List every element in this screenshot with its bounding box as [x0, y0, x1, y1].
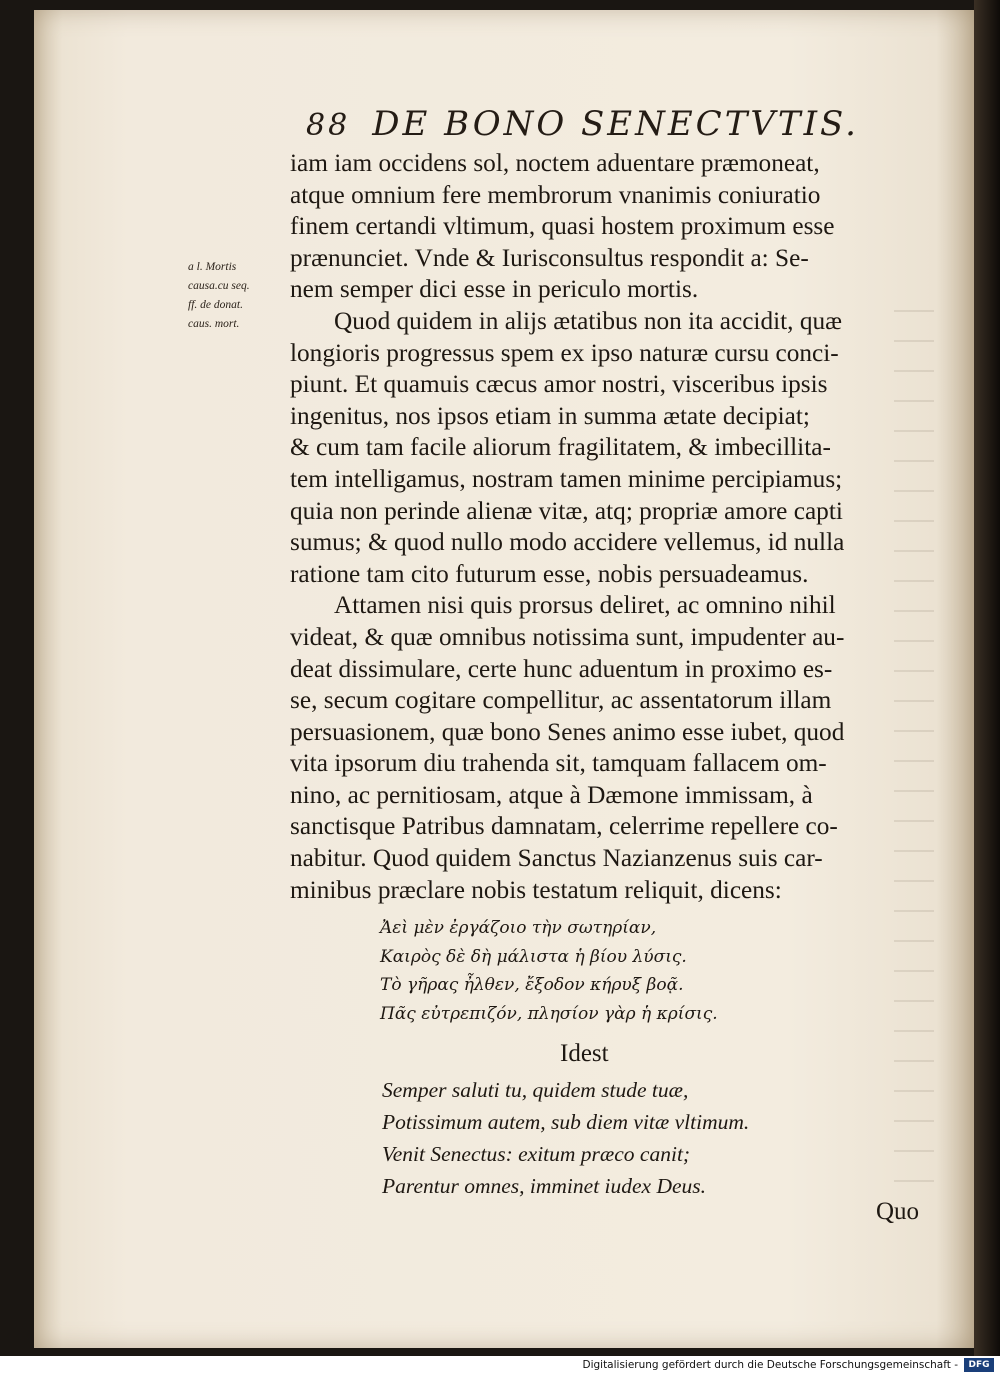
- catchword: Quo: [876, 1198, 920, 1225]
- greek-verse-line: Πᾶς εὐτρεπιζόν, πλησίον γὰρ ἡ κρίσις.: [380, 1003, 718, 1024]
- body-line: tem intelligamus, nostram tamen minime percipiamus;: [290, 464, 843, 493]
- body-line: iam iam occidens sol, noctem aduentare præmoneat,: [290, 149, 820, 177]
- body-line: atque omnium fere membrorum vnanimis coniuratio: [290, 180, 821, 209]
- body-line: & cum tam facile aliorum fragilitatem, & imbecillita-: [290, 433, 831, 462]
- greek-verses: [380, 914, 940, 1028]
- idest-heading: Idest: [560, 1040, 609, 1067]
- margin-note-line: causa.cu seq.: [188, 280, 250, 292]
- body-line: piunt. Et quamuis cæcus amor nostri, visceribus ipsis: [290, 370, 828, 399]
- body-line: ingenitus, nos ipsos etiam in summa ætate decipiat;: [290, 401, 810, 430]
- body-line: minibus præclare nobis testatum reliquit, dicens:: [290, 875, 782, 904]
- dfg-logo: DFG: [964, 1358, 994, 1372]
- body-line: sumus; & quod nullo modo accidere vellemus, id nulla: [290, 528, 845, 557]
- body-line: Attamen nisi quis prorsus deliret, ac omnino nihil: [334, 591, 836, 620]
- body-line: ratione tam cito futurum esse, nobis persuadeamus.: [290, 559, 809, 588]
- body-line: nino, ac pernitiosam, atque à Dæmone immissam, à: [290, 780, 813, 809]
- body-line: videat, & quæ omnibus notissima sunt, impudenter au-: [290, 622, 845, 651]
- body-line: finem certandi vltimum, quasi hostem proximum esse: [290, 212, 835, 241]
- body-line: longioris progressus spem ex ipso naturæ cursu conci-: [290, 338, 839, 367]
- running-head-title: DE BONO SENECTVTIS.: [372, 104, 859, 144]
- margin-note-line: caus. mort.: [188, 318, 240, 330]
- latin-verse-line: Parentur omnes, imminet iudex Deus.: [382, 1174, 707, 1198]
- greek-verse-line: Τὸ γῆρας ἦλθεν, ἔξοδον κήρυξ βοᾷ.: [380, 975, 684, 995]
- footer-credit: Digitalisierung gefördert durch die Deutsche Forschungsgemeinschaft -: [582, 1359, 958, 1371]
- greek-verse-line: Καιρὸς δὲ δὴ μάλιστα ἡ βίου λύσις.: [380, 946, 687, 967]
- body-line: quia non perinde alienæ vitæ, atq; propriæ amore capti: [290, 496, 843, 525]
- margin-note: [188, 258, 288, 334]
- margin-note-line: ff. de donat.: [188, 299, 243, 311]
- greek-verse-line: Ἀεὶ μὲν ἐργάζοιο τὴν σωτηρίαν,: [380, 918, 657, 938]
- body-text: [290, 148, 950, 906]
- body-line: persuasionem, quæ bono Senes animo esse iubet, quod: [290, 717, 845, 746]
- book-spine: [974, 0, 1000, 1356]
- body-line: deat dissimulare, certe hunc aduentum in proximo es-: [290, 654, 833, 683]
- body-line: se, secum cogitare compellitur, ac assentatorum illam: [290, 686, 832, 715]
- body-line: Quod quidem in alijs ætatibus non ita accidit, quæ: [334, 306, 842, 335]
- latin-verses: [382, 1074, 902, 1202]
- footer-bar: [0, 1356, 1000, 1376]
- body-line: nabitur. Quod quidem Sanctus Nazianzenus suis car-: [290, 844, 823, 873]
- running-head: [306, 104, 906, 150]
- page-number: 88: [306, 108, 351, 143]
- margin-note-line: a l. Mortis: [188, 261, 237, 273]
- latin-verse-line: Venit Senectus: exitum præco canit;: [382, 1142, 691, 1166]
- body-line: vita ipsorum diu trahenda sit, tamquam fallacem om-: [290, 749, 827, 778]
- latin-verse-line: Potissimum autem, sub diem vitæ vltimum.: [382, 1110, 750, 1134]
- latin-verse-line: Semper saluti tu, quidem stude tuæ,: [382, 1078, 689, 1102]
- body-line: prænunciet. Vnde & Iurisconsultus respondit a: Se-: [290, 243, 809, 272]
- body-line: sanctisque Patribus damnatam, celerrime repellere co-: [290, 812, 838, 841]
- body-line: nem semper dici esse in periculo mortis.: [290, 275, 699, 304]
